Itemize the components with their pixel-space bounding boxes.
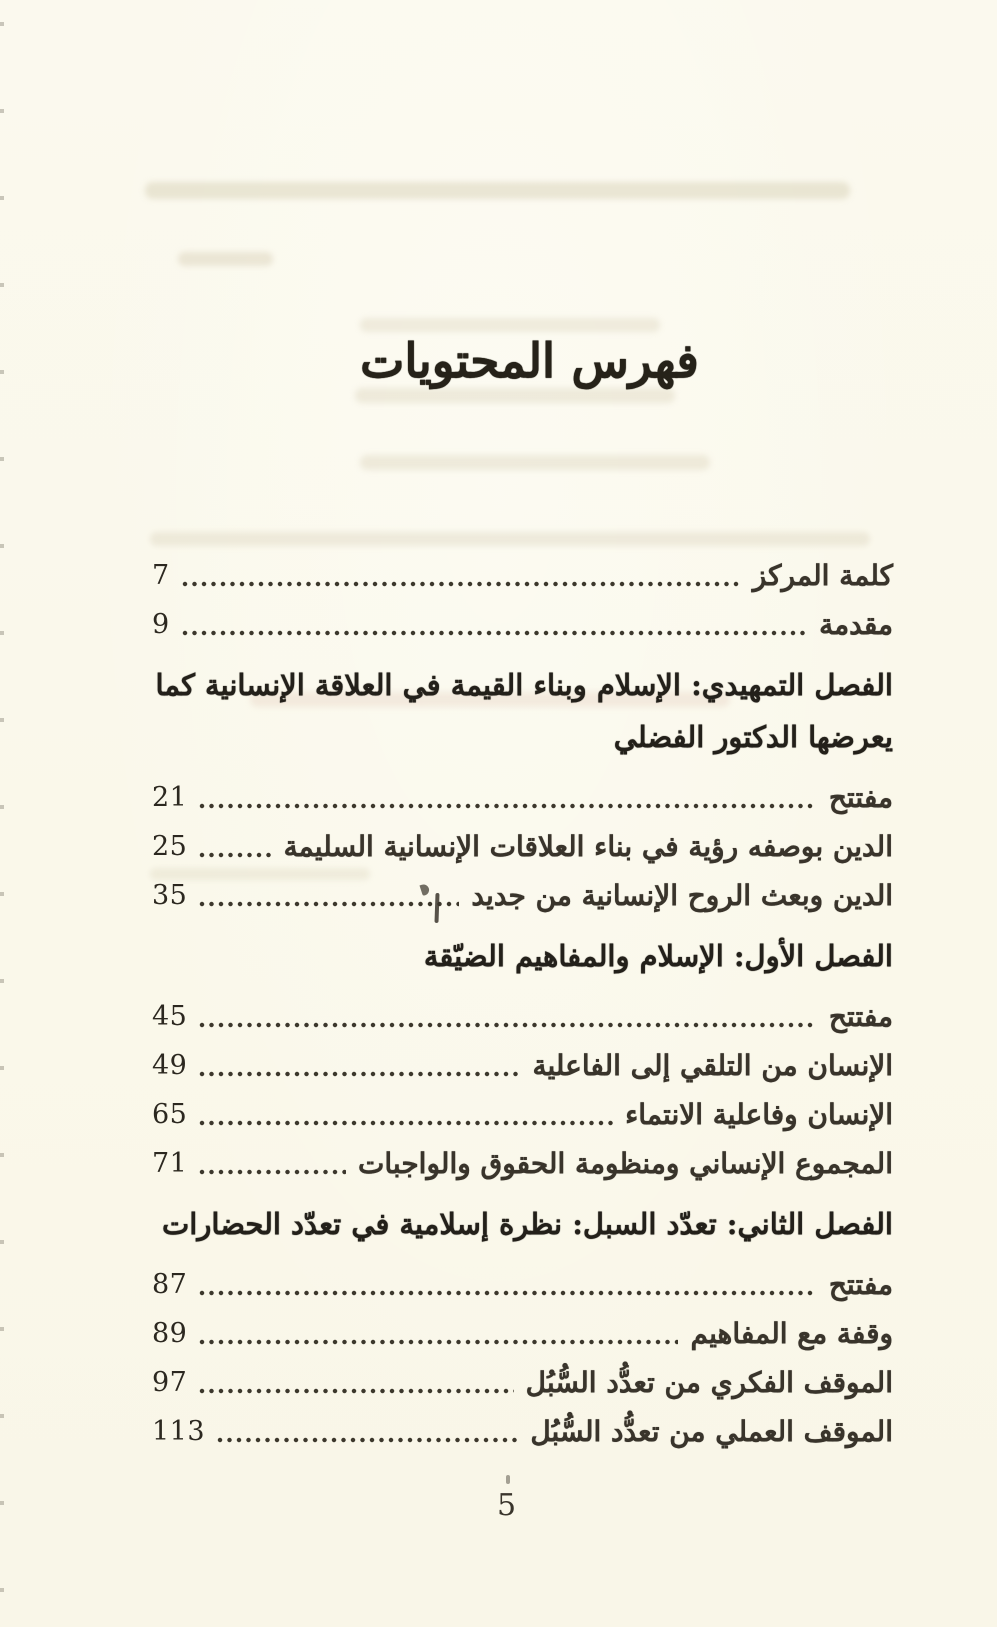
toc-entry-page-number: 97 — [152, 1367, 188, 1398]
bleed-through-artifact — [360, 318, 660, 332]
toc-entry — [152, 1139, 893, 1188]
toc-entry — [152, 1309, 893, 1358]
toc-entry-title: مقدمة — [819, 608, 893, 641]
dot-leader — [180, 551, 743, 600]
folio-page-number: 5 — [496, 1488, 517, 1523]
toc-entry-page-number: 87 — [152, 1269, 188, 1300]
toc-chapter-heading: الفصل التمهيدي: الإسلام وبناء القيمة في العلاقة الإنسانية كما يعرضها الدكتور الفضلي — [155, 668, 893, 754]
bleed-through-artifact — [355, 388, 675, 403]
toc-entry-page-number: 71 — [152, 1148, 188, 1179]
bleed-through-artifact — [178, 252, 273, 266]
dot-leader — [197, 1260, 819, 1309]
dot-leader — [197, 1139, 348, 1188]
toc-entry-page-number: 49 — [152, 1050, 188, 1081]
toc-entry — [152, 822, 893, 871]
toc-entry-page-number: 65 — [152, 1099, 188, 1130]
toc-entry — [152, 551, 893, 600]
toc-entry-page-number: 35 — [152, 880, 188, 911]
scan-edge-marks — [0, 22, 4, 1627]
toc-entry — [152, 1260, 893, 1309]
page-title: فهرس المحتويات — [360, 334, 699, 389]
toc-entry — [152, 1407, 893, 1456]
toc-entry-title: الموقف الفكري من تعدُّد السُّبُل — [525, 1366, 893, 1399]
toc-entry — [152, 992, 893, 1041]
bleed-through-artifact — [360, 455, 710, 470]
toc-entry-title: الدين بوصفه رؤية في بناء العلاقات الإنسانية السليمة — [283, 830, 893, 863]
toc-entry-page-number: 9 — [152, 609, 170, 640]
toc-entry-title: مفتتح — [828, 1000, 893, 1033]
toc-entry — [152, 600, 893, 649]
dot-leader — [197, 1090, 615, 1139]
toc-entry-title: الإنسان من التلقي إلى الفاعلية — [532, 1049, 893, 1082]
toc-entry — [152, 1358, 893, 1407]
toc-entry-page-number: 89 — [152, 1318, 188, 1349]
toc-entry — [152, 1041, 893, 1090]
bleed-through-artifact — [145, 182, 850, 199]
toc-entry-title: مفتتح — [828, 781, 893, 814]
bleed-through-artifact — [150, 532, 870, 546]
toc-entry-title: مفتتح — [828, 1268, 893, 1301]
toc-entry-page-number: 113 — [152, 1416, 206, 1447]
dot-leader — [197, 822, 273, 871]
toc-chapter-heading: الفصل الأول: الإسلام والمفاهيم الضيّقة — [423, 939, 893, 973]
toc-entry — [152, 871, 893, 920]
dot-leader — [197, 992, 819, 1041]
dot-leader — [215, 1407, 520, 1456]
dot-leader — [197, 1358, 515, 1407]
toc-entry-page-number: 21 — [152, 782, 188, 813]
dot-leader — [197, 1309, 680, 1358]
dot-leader — [180, 600, 809, 649]
toc-entry — [152, 773, 893, 822]
toc-entry-page-number: 45 — [152, 1001, 188, 1032]
ink-artifact — [506, 1475, 510, 1484]
dot-leader — [197, 871, 461, 920]
toc-entry — [152, 1090, 893, 1139]
toc-list — [152, 551, 893, 1456]
toc-entry-title: الدين وبعث الروح الإنسانية من جديد — [471, 879, 893, 912]
toc-entry-title: المجموع الإنساني ومنظومة الحقوق والواجبات — [358, 1147, 893, 1180]
toc-chapter-heading: الفصل الثاني: تعدّد السبل: نظرة إسلامية في تعدّد الحضارات — [162, 1207, 893, 1241]
dot-leader — [197, 773, 819, 822]
toc-entry-page-number: 25 — [152, 831, 188, 862]
toc-entry-title: كلمة المركز — [752, 559, 893, 592]
toc-entry-page-number: 7 — [152, 560, 170, 591]
toc-entry-title: الإنسان وفاعلية الانتماء — [625, 1098, 893, 1131]
toc-entry-title: الموقف العملي من تعدُّد السُّبُل — [530, 1415, 893, 1448]
toc-entry-title: وقفة مع المفاهيم — [690, 1317, 893, 1350]
dot-leader — [197, 1041, 522, 1090]
